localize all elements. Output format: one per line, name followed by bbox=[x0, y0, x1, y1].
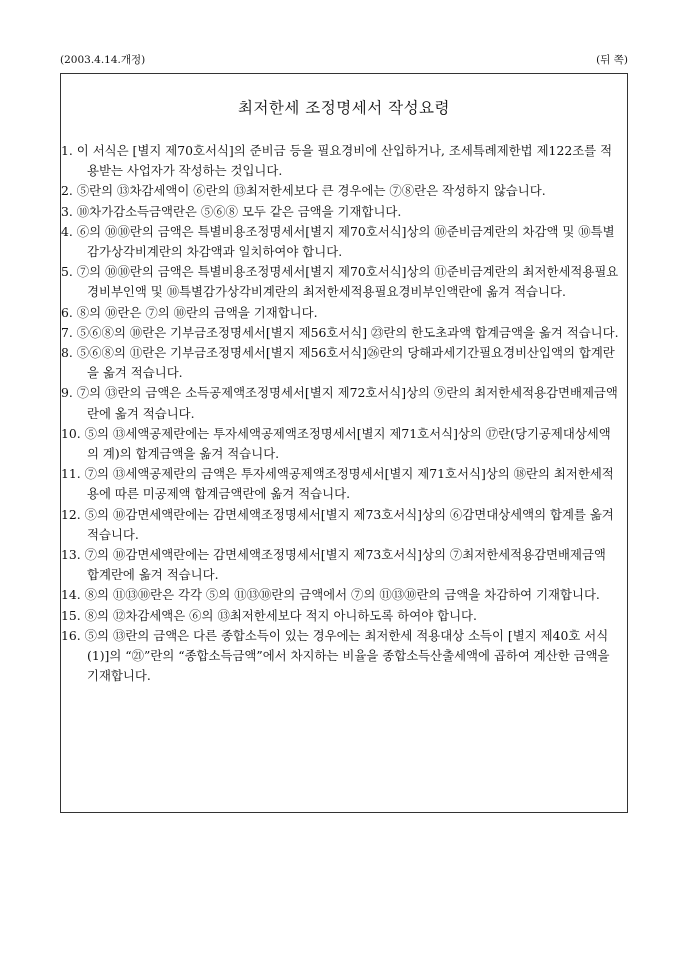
item-text: ⑤의 ⑬란의 금액은 다른 종합소득이 있는 경우에는 최저한세 적용대상 소득이 [별지 제40호 서식(1)]의 “㉑”란의 “종합소득금액”에서 차지하는 비율을 종합소득산출세액에 곱하여 계산한 금액을 기재합니다. bbox=[84, 627, 610, 684]
item-number: 11. bbox=[61, 466, 81, 482]
document-title: 최저한세 조정명세서 작성요령 bbox=[237, 99, 450, 117]
item-number: 16. bbox=[61, 627, 81, 643]
instruction-item bbox=[61, 464, 621, 504]
instruction-item bbox=[61, 606, 621, 626]
instruction-item bbox=[61, 626, 621, 687]
item-text: ⑤란의 ⑬차감세액이 ⑥란의 ⑬최저한세보다 큰 경우에는 ⑦⑧란은 작성하지 않습니다. bbox=[76, 183, 546, 199]
instruction-item bbox=[61, 303, 621, 323]
item-text: 이 서식은 [별지 제70호서식]의 준비금 등을 필요경비에 산입하거나, 조세특례제한법 제122조를 적용받는 사업자가 작성하는 것입니다. bbox=[76, 143, 613, 179]
item-number: 9. bbox=[61, 385, 73, 401]
item-number: 2. bbox=[61, 183, 73, 199]
item-number: 5. bbox=[61, 264, 73, 280]
item-number: 14. bbox=[61, 587, 81, 603]
item-number: 12. bbox=[61, 506, 81, 522]
item-text: ⑦의 ⑬란의 금액은 소득공제액조정명세서[별지 제72호서식]상의 ⑨란의 최저한세적용감면배제금액란에 옮겨 적습니다. bbox=[76, 385, 618, 421]
item-text: ⑦의 ⑩⑩란의 금액은 특별비용조정명세서[별지 제70호서식]상의 ⑪준비금계란의 최저한세적용필요경비부인액 및 ⑩특별감가상각비계란의 최저한세적용필요경비부인액란에 옮겨 적습니다. bbox=[76, 264, 619, 300]
item-text: ⑤의 ⑩감면세액란에는 감면세액조정명세서[별지 제73호서식]상의 ⑥감면대상세액의 합계를 옮겨 적습니다. bbox=[84, 506, 614, 542]
item-text: ⑤의 ⑬세액공제란에는 투자세액공제액조정명세서[별지 제71호서식]상의 ⑰란(당기공제대상세액의 계)의 합계금액을 옮겨 적습니다. bbox=[84, 425, 611, 462]
item-number: 15. bbox=[61, 607, 81, 623]
item-number: 4. bbox=[61, 223, 73, 239]
instruction-item bbox=[61, 262, 621, 302]
instruction-item bbox=[61, 222, 621, 262]
instruction-item bbox=[61, 202, 621, 222]
item-number: 3. bbox=[61, 203, 73, 219]
item-number: 10. bbox=[61, 425, 81, 441]
instruction-list bbox=[61, 141, 621, 686]
item-text: ⑧의 ⑪⑬⑩란은 각각 ⑤의 ⑪⑬⑩란의 금액에서 ⑦의 ⑪⑬⑩란의 금액을 차감하여 기재합니다. bbox=[84, 587, 600, 603]
instruction-item bbox=[61, 181, 621, 201]
item-text: ⑧의 ⑩란은 ⑦의 ⑩란의 금액을 기재합니다. bbox=[76, 304, 318, 320]
item-text: ⑤⑥⑧의 ⑩란은 기부금조정명세서[별지 제56호서식] ㉓란의 한도초과액 합계금액을 옮겨 적습니다. bbox=[76, 324, 619, 340]
instruction-item bbox=[61, 141, 621, 181]
revision-note: (2003.4.14.개정) bbox=[60, 54, 146, 66]
item-text: ⑦의 ⑩감면세액란에는 감면세액조정명세서[별지 제73호서식]상의 ⑦최저한세적용감면배제금액 합계란에 옮겨 적습니다. bbox=[84, 547, 606, 583]
instruction-item bbox=[61, 424, 621, 464]
item-number: 8. bbox=[61, 345, 73, 361]
item-text: ⑩차가감소득금액란은 ⑤⑥⑧ 모두 같은 금액을 기재합니다. bbox=[76, 203, 402, 219]
page-header bbox=[60, 52, 628, 68]
instruction-item bbox=[61, 323, 621, 343]
instruction-item bbox=[61, 545, 621, 585]
instruction-item bbox=[61, 383, 621, 423]
instructions-box bbox=[60, 73, 628, 813]
item-number: 6. bbox=[61, 304, 73, 320]
item-text: ⑥의 ⑩⑩란의 금액은 특별비용조정명세서[별지 제70호서식]상의 ⑩준비금계란의 차감액 및 ⑩특별감가상각비계란의 차감액과 일치하여야 합니다. bbox=[76, 223, 615, 260]
page-side-label: (뒤 쪽) bbox=[596, 54, 628, 66]
instruction-item bbox=[61, 505, 621, 545]
item-text: ⑦의 ⑬세액공제란의 금액은 투자세액공제액조정명세서[별지 제71호서식]상의 ⑱란의 최저한세적용에 따른 미공제액 합계금액란에 옮겨 적습니다. bbox=[84, 466, 614, 502]
item-number: 7. bbox=[61, 324, 73, 340]
item-text: ⑧의 ⑫차감세액은 ⑥의 ⑬최저한세보다 적지 아니하도록 하여야 합니다. bbox=[84, 607, 477, 623]
item-number: 13. bbox=[61, 547, 81, 563]
item-text: ⑤⑥⑧의 ⑪란은 기부금조정명세서[별지 제56호서식]㉖란의 당해과세기간필요경비산입액의 합계란을 옮겨 적습니다. bbox=[76, 345, 615, 381]
item-number: 1. bbox=[61, 143, 73, 158]
instruction-item bbox=[61, 585, 621, 605]
instruction-item bbox=[61, 343, 621, 383]
